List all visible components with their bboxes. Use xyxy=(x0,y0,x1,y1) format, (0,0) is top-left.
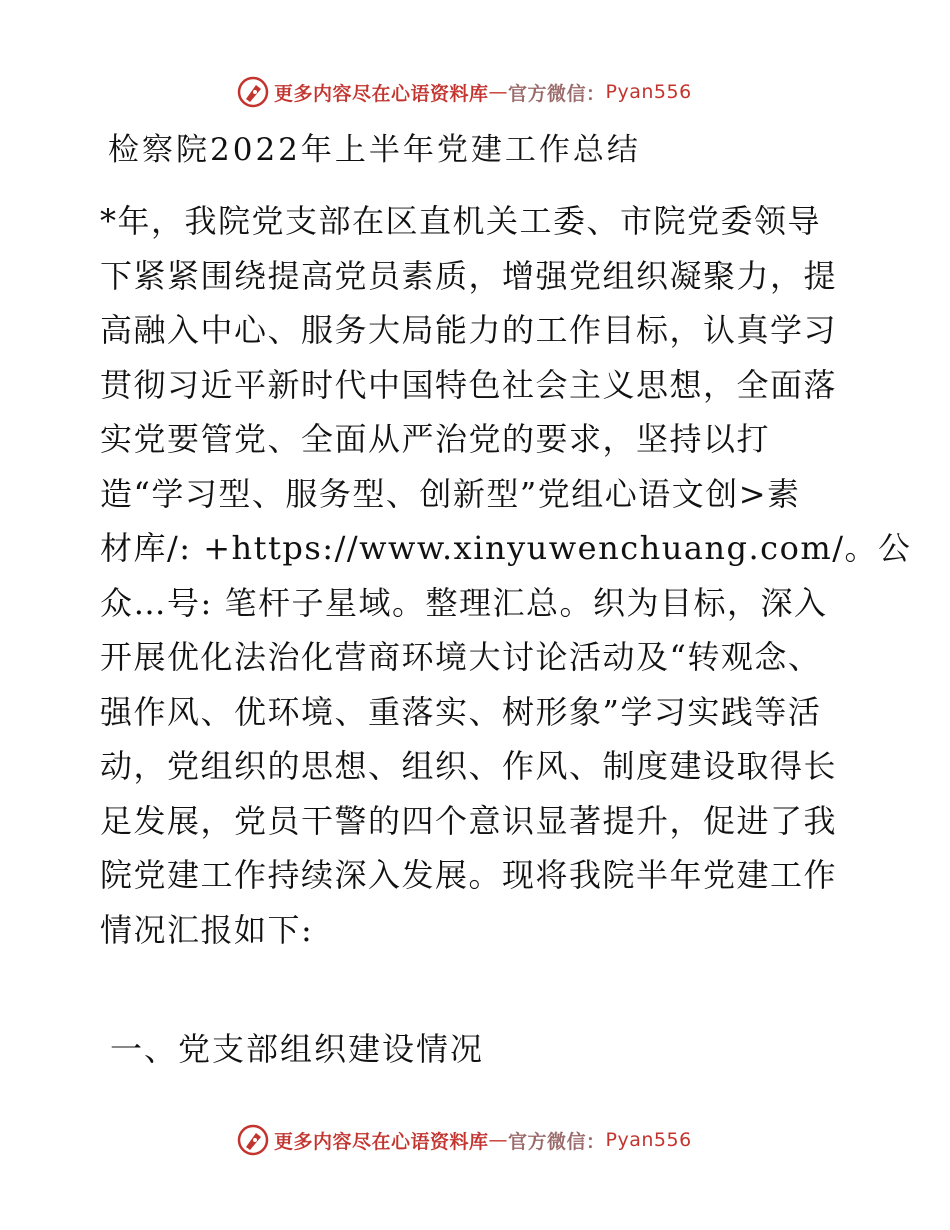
watermark-dash: — xyxy=(488,81,509,103)
paragraph-line: 材库/: +https://www.xinyuwenchuang.com/。公 xyxy=(100,529,912,567)
paragraph-line: 开展优化法治化营商环境大讨论活动及“转观念、 xyxy=(100,638,822,676)
paragraph-line: 造“学习型、服务型、创新型”党组心语文创>素 xyxy=(100,474,801,513)
watermark-header xyxy=(236,74,716,110)
watermark-official-label: 官方微信： xyxy=(508,82,606,105)
body-paragraph xyxy=(100,194,912,957)
watermark-official-label: 官方微信： xyxy=(508,1130,606,1153)
paragraph-line: 情况汇报如下: xyxy=(100,910,314,949)
paragraph-line: 强作风、优环境、重落实、树形象”学习实践等活 xyxy=(100,692,822,731)
watermark-main-text: 更多内容尽在心语资料库 xyxy=(274,82,489,105)
paragraph-line: *年，我院党支部在区直机关工委、市院党委领导 xyxy=(100,202,822,240)
pen-nib-circle-icon xyxy=(236,1123,270,1157)
watermark-dash: — xyxy=(488,1129,509,1151)
paragraph-line: 实党要管党、全面从严治党的要求，坚持以打 xyxy=(100,420,771,458)
section-heading: 一、党支部组织建设情况 xyxy=(110,1030,485,1068)
pen-nib-circle-icon xyxy=(236,75,270,109)
paragraph-line: 足发展，党员干警的四个意识显著提升，促进了我 xyxy=(100,801,838,840)
watermark-main-text: 更多内容尽在心语资料库 xyxy=(274,1130,489,1153)
paragraph-line: 贯彻习近平新时代中国特色社会主义思想，全面落 xyxy=(100,365,838,404)
paragraph-line: 高融入中心、服务大局能力的工作目标，认真学习 xyxy=(100,311,838,349)
paragraph-line: 众…号: 笔杆子星域。整理汇总。织为目标，深入 xyxy=(100,583,828,622)
watermark-wechat-id: Pyan556 xyxy=(605,1129,692,1151)
paragraph-line: 院党建工作持续深入发展。现将我院半年党建工作 xyxy=(100,856,838,894)
watermark-wechat-id: Pyan556 xyxy=(605,81,692,103)
paragraph-line: 动，党组织的思想、组织、作风、制度建设取得长 xyxy=(100,747,838,785)
document-title: 检察院2022年上半年党建工作总结 xyxy=(108,132,641,168)
watermark-footer xyxy=(236,1122,716,1158)
paragraph-line: 下紧紧围绕提高党员素质，增强党组织凝聚力，提 xyxy=(100,256,838,295)
